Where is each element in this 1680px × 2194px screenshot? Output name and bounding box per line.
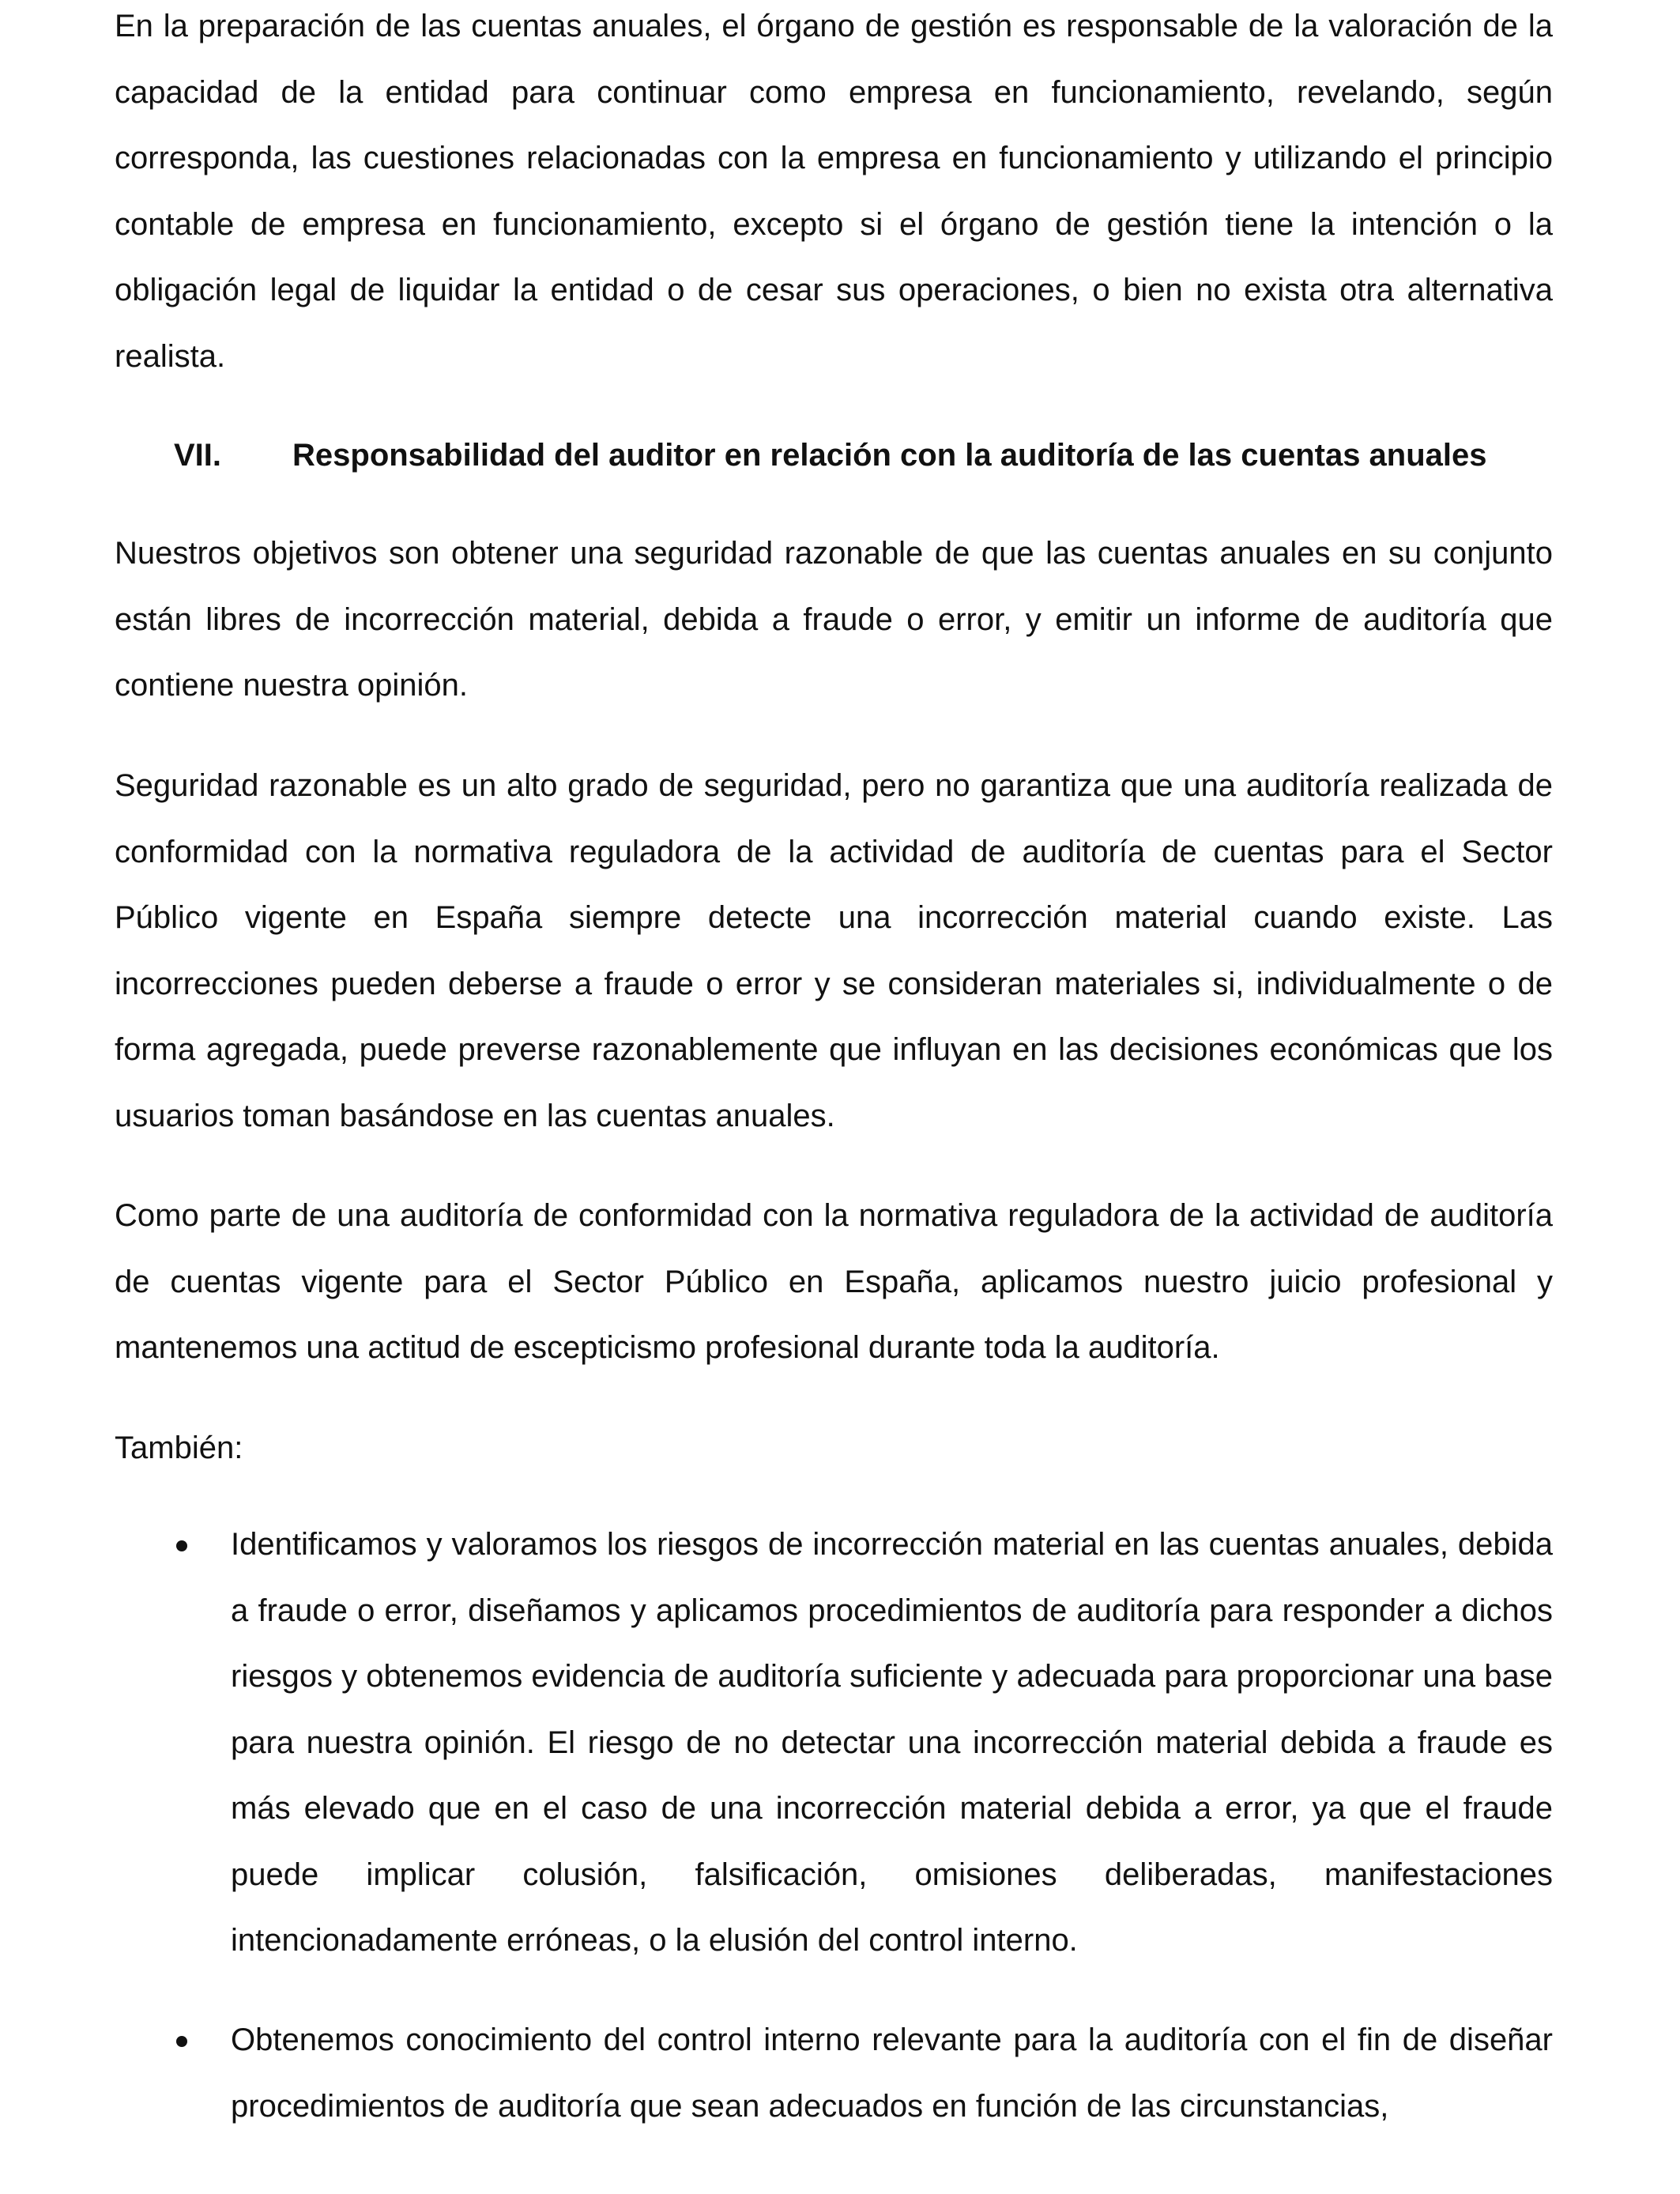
list-item-text: Obtenemos conocimiento del control interno relevante para la auditoría con el fin de diseñar procedimientos de auditoría que sean adecuados en función de las circunstancias, <box>231 2022 1553 2124</box>
list-item <box>115 1512 1553 1974</box>
section-number: VII. <box>174 438 222 473</box>
paragraph-also: También: <box>115 1431 243 1465</box>
paragraph-going-concern: En la preparación de las cuentas anuales, el órgano de gestión es responsable de la valoración de la capacidad de la entidad para continuar como empresa en funcionamiento, revelando, según corresponda, las cuestiones relacionadas con la empresa en funcionamiento y utilizando el principio contable de empresa en funcionamiento, excepto si el órgano de gestión tiene la intención o la obligación legal de liquidar la entidad o de cesar sus operaciones, o bien no exista otra alternativa realista. <box>115 9 1553 374</box>
bullet-icon <box>176 2036 187 2047</box>
bullet-icon <box>176 1540 187 1551</box>
section-title: Responsabilidad del auditor en relación con la auditoría de las cuentas anuales <box>292 438 1487 473</box>
paragraph-objectives: Nuestros objetivos son obtener una seguridad razonable de que las cuentas anuales en su conjunto están libres de incorrección material, debida a fraude o error, y emitir un informe de auditoría que contiene nuestra opinión. <box>115 536 1553 703</box>
paragraph-reasonable-assurance: Seguridad razonable es un alto grado de seguridad, pero no garantiza que una auditoría realizada de conformidad con la normativa reguladora de la actividad de auditoría de cuentas para el Sector Público vigente en España siempre detecte una incorrección material cuando existe. Las incorrecciones pueden deberse a fraude o error y se consideran materiales si, individualmente o de forma agregada, puede preverse razonablemente que influyan en las decisiones económicas que los usuarios toman basándose en las cuentas anuales. <box>115 768 1553 1133</box>
paragraph-professional-judgement: Como parte de una auditoría de conformidad con la normativa reguladora de la actividad de auditoría de cuentas vigente para el Sector Público en España, aplicamos nuestro juicio profesional y mantenemos una actitud de escepticismo profesional durante toda la auditoría. <box>115 1198 1553 1365</box>
list-item-text: Identificamos y valoramos los riesgos de incorrección material en las cuentas anuales, debida a fraude o error, diseñamos y aplicamos procedimientos de auditoría para responder a dichos riesgos y obtenemos evidencia de auditoría suficiente y adecuada para proporcionar una base para nuestra opinión. El riesgo de no detectar una incorrección material debida a fraude es más elevado que en el caso de una incorrección material debida a error, ya que el fraude puede implicar colusión, falsificación, omisiones deliberadas, manifestaciones intencionadamente erróneas, o la elusión del control interno. <box>231 1527 1553 1958</box>
list-item <box>115 2007 1553 2139</box>
